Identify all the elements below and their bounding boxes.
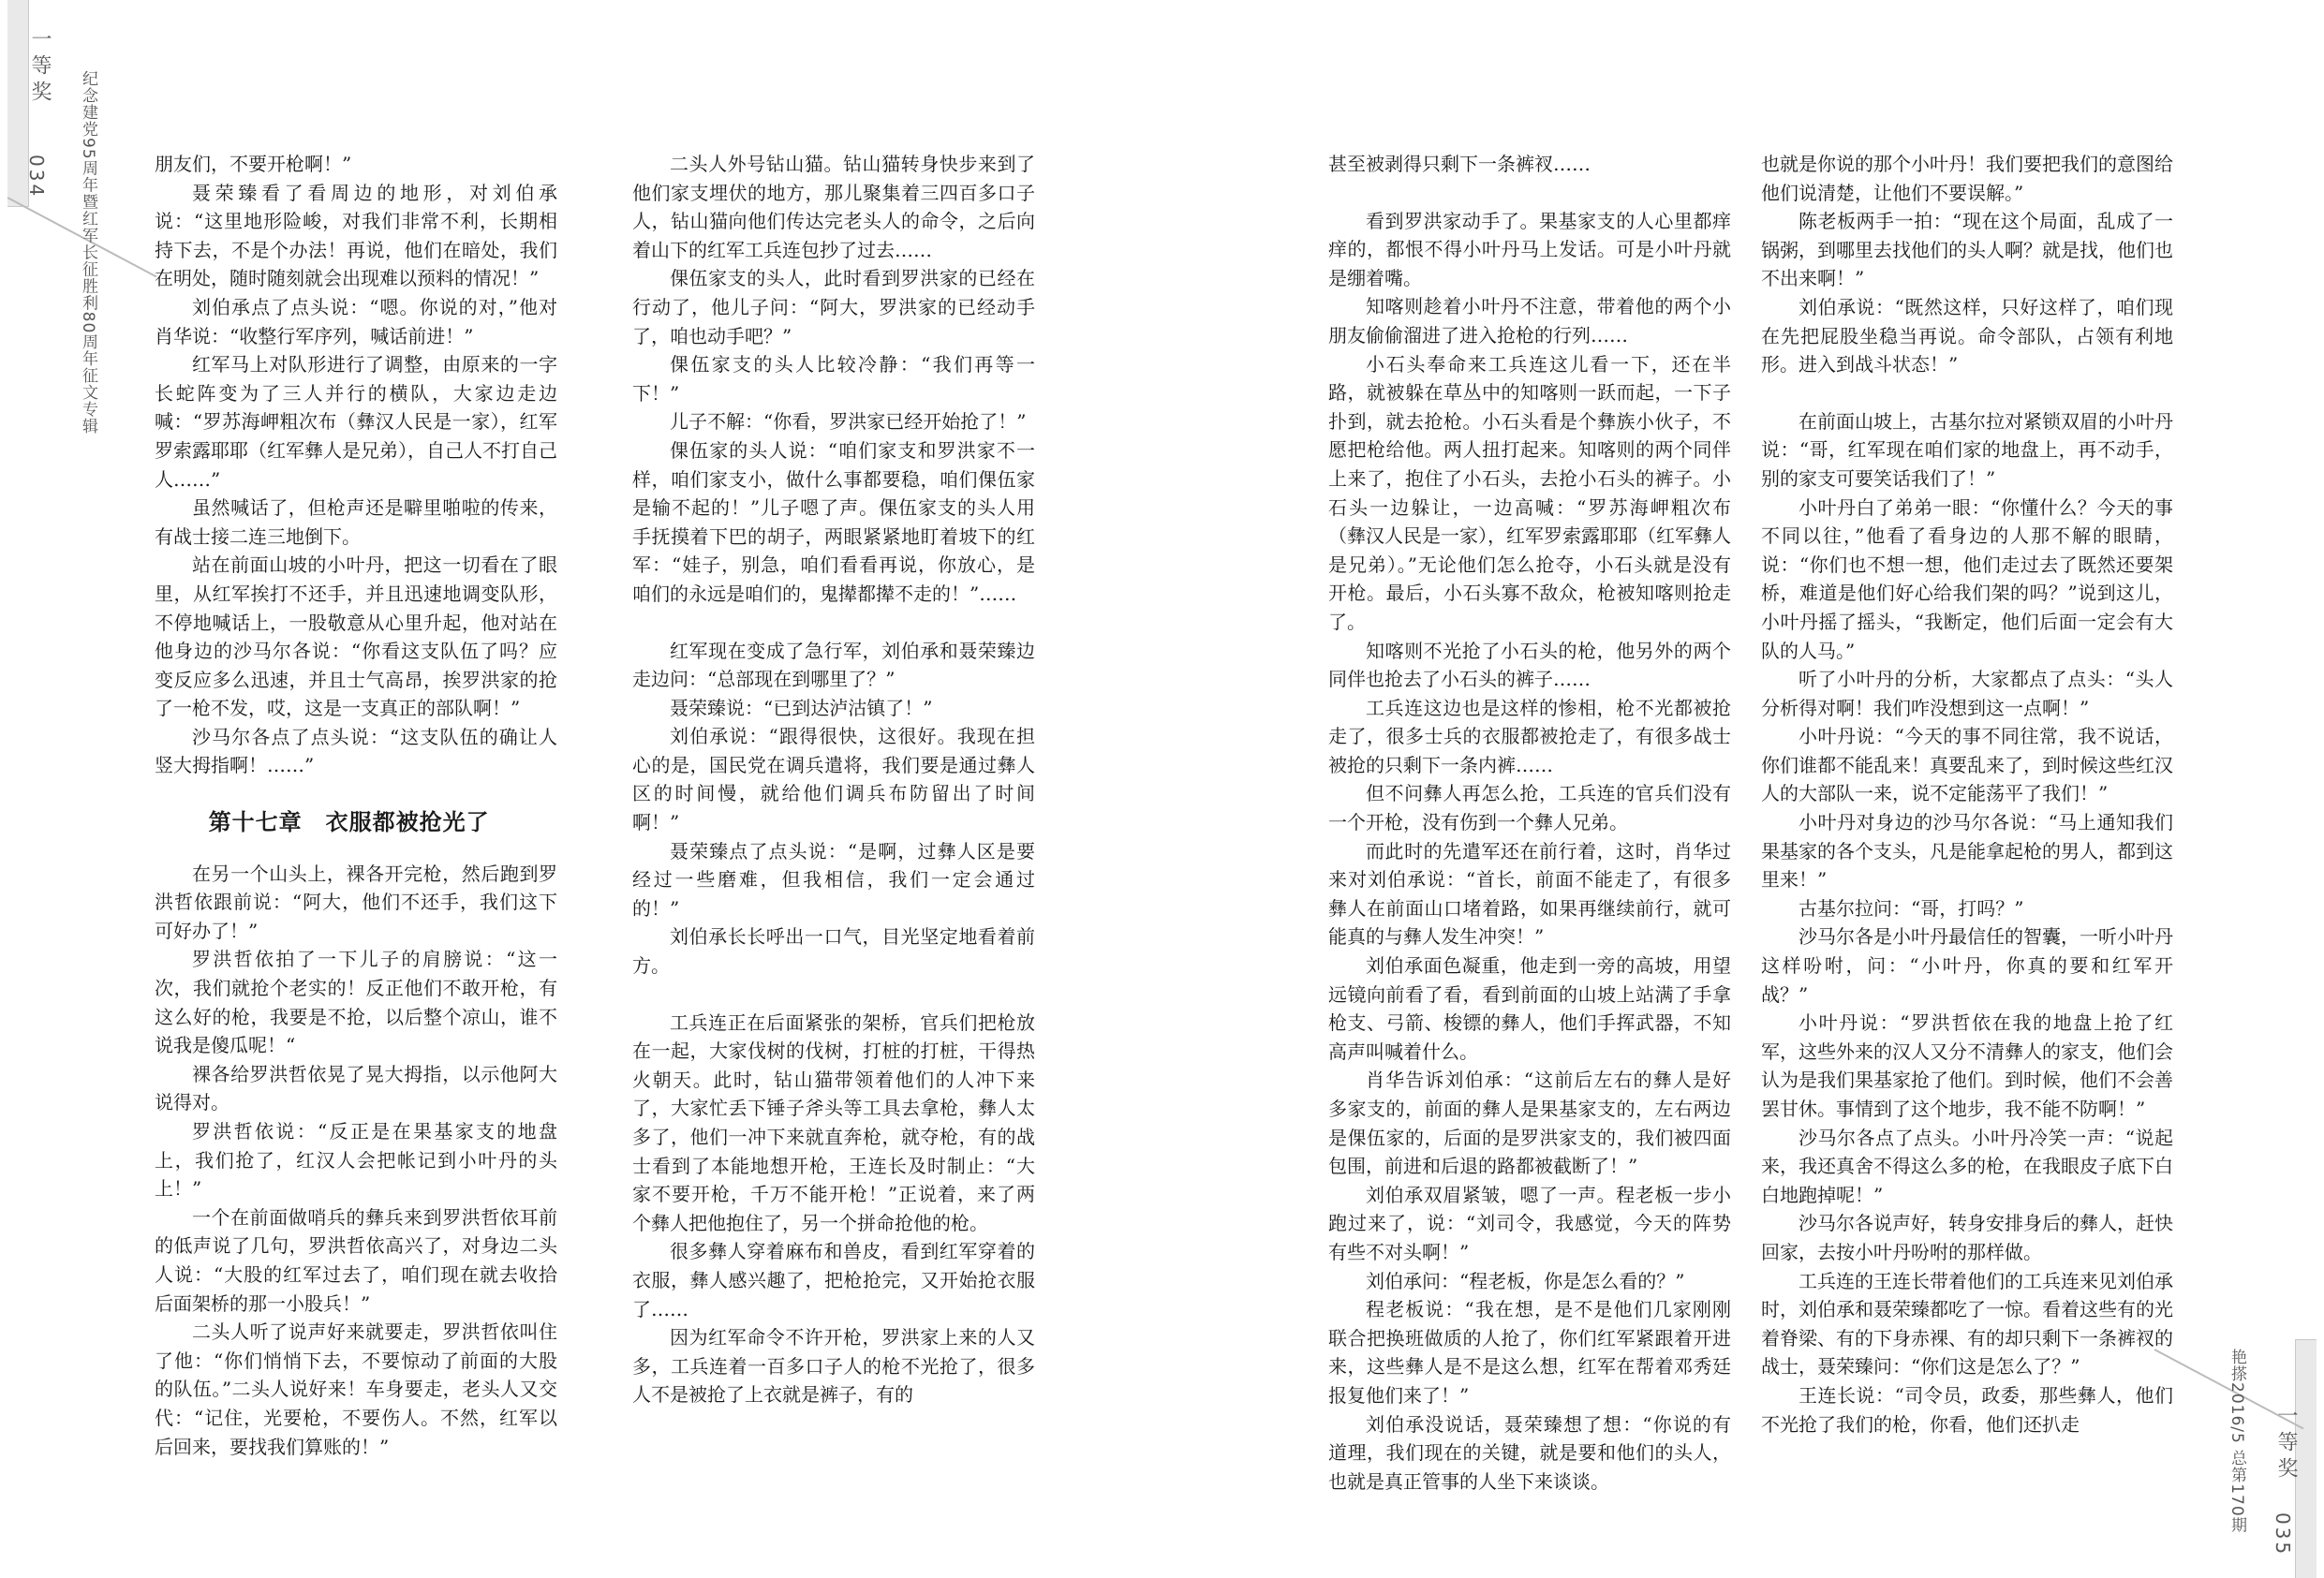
paragraph: 刘伯承长长呼出一口气，目光坚定地看着前方。: [632, 925, 1035, 978]
paragraph: 倮伍家的头人说：“咱们家支和罗洪家不一样，咱们家支小，做什么事都要稳，咱们倮伍家是输不起的！”儿子嗯了声。倮伍家支的头人用手抚摸着下巴的胡子，两眼紧紧地盯着坡下的红军：“娃子，别急，咱们看看再说，你放心，是咱们的永远是咱们的，鬼撵都撵不走的！”……: [632, 438, 1035, 605]
paragraph: 刘伯承点了点头说：“嗯。你说的对，”他对肖华说：“收整行军序列，喊话前进！”: [155, 295, 557, 347]
paragraph: 沙马尔各是小叶丹最信任的智囊，一听小叶丹这样吩咐，问：“小叶丹，你真的要和红军开战？”: [1761, 925, 2173, 1006]
paragraph: 罗洪哲依拍了一下儿子的肩膀说：“这一次，我们就抢个老实的！反正他们不敢开枪，有这么好的枪，我要是不抢，以后整个凉山，谁不说我是傻瓜呢！“: [155, 948, 557, 1057]
paragraph: 沙马尔各说声好，转身安排身后的彝人，赶快回家，去按小叶丹吩咐的那样做。: [1761, 1212, 2173, 1263]
paragraph: 知喀则不光抢了小石头的枪，他另外的两个同伴也抢去了小石头的裤子……: [1328, 639, 1731, 691]
paragraph: 而此时的先遣军还在前行着，这时，肖华过来对刘伯承说：“首长，前面不能走了，有很多彝人在前面山口堵着路，如果再继续前行，就可能真的与彝人发生冲突！”: [1328, 839, 1731, 949]
paragraph: 罗洪哲依说：“反正是在果基家支的地盘上，我们抢了，红汉人会把帐记到小叶丹的头上！”: [155, 1120, 557, 1201]
paragraph: 红军现在变成了急行军，刘伯承和聂荣臻边走边问：“总部现在到哪里了？”: [632, 639, 1035, 691]
paragraph: 但不问彝人再怎么抢，工兵连的官兵们没有一个开枪，没有伤到一个彝人兄弟。: [1328, 782, 1731, 834]
paragraph: 小石头奉命来工兵连这儿看一下，还在半路，就被躲在草丛中的知喀则一跃而起，一下子扑到，就去抢枪。小石头看是个彝族小伙子，不愿把枪给他。两人扭打起来。知喀则的两个同伴上来了，抱住了小石头，去抢小石头的裤子。小石头一边躲让，一边高喊：“罗苏海岬粗次布（彝汉人民是一家），红军罗索露耶耶（红军彝人是兄弟）。”无论他们怎么抢夺，小石头就是没有开枪。最后，小石头寡不敌众，枪被知喀则抢走了。: [1328, 352, 1731, 633]
paragraph: 小叶丹白了弟弟一眼：“你懂什么？今天的事不同以往，”他看了看身边的人那不解的眼睛，说：“你们也不想一想，他们走过去了既然还要架桥，难道是他们好心给我们架的吗？”说到这儿，小叶丹摇了摇头，“我断定，他们后面一定会有大队的人马。”: [1761, 495, 2173, 662]
text-column-3: [1328, 150, 1731, 1526]
paragraph: 朋友们，不要开枪啊！”: [155, 153, 352, 175]
paragraph: 很多彝人穿着麻布和兽皮，看到红军穿着的衣服，彝人感兴趣了，把枪抢完，又开始抢衣服了……: [632, 1240, 1035, 1320]
paragraph: 工兵连的王连长带着他们的工兵连来见刘伯承时，刘伯承和聂荣臻都吃了一惊。看着这些有的光着脊梁、有的下身赤裸、有的却只剩下一条裤衩的战士，聂荣臻问：“你们这是怎么了？”: [1761, 1269, 2173, 1379]
section-gap: [1328, 179, 1731, 207]
paragraph: 刘伯承双眉紧皱，嗯了一声。程老板一步小跑过来了，说：“刘司令，我感觉，今天的阵势有些不对头啊！”: [1328, 1183, 1731, 1263]
paragraph: 在前面山坡上，古基尔拉对紧锁双眉的小叶丹说：“哥，红军现在咱们家的地盘上，再不动手，别的家支可要笑话我们了！”: [1761, 409, 2173, 490]
paragraph: 也就是你说的那个小叶丹！我们要把我们的意图给他们说清楚，让他们不要误解。”: [1761, 153, 2173, 204]
paragraph: 二头人外号钻山猫。钻山猫转身快步来到了他们家支埋伏的地方，那儿聚集着三四百多口子人，钻山猫向他们传达完老头人的命令，之后向着山下的红军工兵连包抄了过去……: [632, 153, 1035, 261]
paragraph: 陈老板两手一拍：“现在这个局面，乱成了一锅粥，到哪里去找他们的头人啊？就是找，他们也不出来啊！”: [1761, 210, 2173, 290]
paragraph: 小叶丹对身边的沙马尔各说：“马上通知我们果基家的各个支头，凡是能拿起枪的男人，都到这里来！”: [1761, 811, 2173, 892]
paragraph: 聂荣臻点了点头说：“是啊，过彝人区是要经过一些磨难，但我相信，我们一定会通过的！”: [632, 839, 1035, 920]
paragraph: 一个在前面做哨兵的彝兵来到罗洪哲依耳前的低声说了几句，罗洪哲依高兴了，对身边二头人说：“大股的红军过去了，咱们现在就去收拾后面架桥的那一小股兵！”: [155, 1205, 557, 1315]
paragraph: 刘伯承面色凝重，他走到一旁的高坡，用望远镜向前看了看，看到前面的山坡上站满了手拿枪支、弓箭、梭镖的彝人，他们手挥武器，不知高声叫喊着什么。: [1328, 954, 1731, 1063]
paragraph: 小叶丹说：“罗洪哲依在我的地盘上抢了红军，这些外来的汉人又分不清彝人的家支，他们会认为是我们果基家抢了他们。到时候，他们不会善罢甘休。事情到了这个地步，我不能不防啊！”: [1761, 1011, 2173, 1120]
paragraph: 聂荣臻看了看周边的地形，对刘伯承说：“这里地形险峻，对我们非常不利，长期相持下去，不是个办法！再说，他们在暗处，我们在明处，随时随刻就会出现难以预料的情况！”: [155, 181, 557, 290]
paragraph: 儿子不解：“你看，罗洪家已经开始抢了！”: [670, 410, 1027, 434]
paragraph: 古基尔拉问：“哥，打吗？”: [1799, 896, 2024, 920]
paragraph: 裸各给罗洪哲依晃了晃大拇指，以示他阿大说得对。: [155, 1062, 557, 1114]
paragraph: 工兵连正在后面紧张的架桥，官兵们把枪放在一起，大家伐树的伐树，打桩的打桩，干得热火朝天。此时，钻山猫带领着他们的人冲下来了，大家忙丢下锤子斧头等工具去拿枪，彝人太多了，他们一冲下来就直奔枪，就夺枪，有的战士看到了本能地想开枪，王连长及时制止：“大家不要开枪，千万不能开枪！”正说着，来了两个彝人把他抱住了，另一个拼命抢他的枪。: [632, 1010, 1035, 1234]
section-gap: [632, 609, 1035, 637]
paragraph: 在另一个山头上，裸各开完枪，然后跑到罗洪哲依跟前说：“阿大，他们不还手，我们这下可好办了！”: [155, 862, 557, 942]
section-gap: [1761, 379, 2173, 407]
paragraph: 因为红军命令不许开枪，罗洪家上来的人又多，工兵连着一百多口子人的枪不光抢了，很多人不是被抢了上衣就是裤子，有的: [632, 1326, 1035, 1407]
paragraph: 甚至被剥得只剩下一条裤衩……: [1328, 153, 1591, 175]
paragraph: 刘伯承没说话，聂荣臻想了想：“你说的有道理，我们现在的关键，就是要和他们的头人，也就是真正管事的人坐下来谈谈。: [1328, 1412, 1731, 1493]
paragraph: 听了小叶丹的分析，大家都点了点头：“头人分析得对啊！我们咋没想到这一点啊！”: [1761, 668, 2173, 719]
paragraph: 聂荣臻说：“已到达泸沽镇了！”: [670, 696, 933, 719]
paragraph: 虽然喊话了，但枪声还是噼里啪啦的传来，有战士接二连三地倒下。: [155, 496, 557, 548]
paragraph: 刘伯承说：“跟得很快，这很好。我现在担心的是，国民党在调兵遣将，我们要是通过彝人区的时间慢，就给他们调兵布防留出了时间啊！”: [632, 725, 1035, 834]
paragraph: 看到罗洪家动手了。果基家支的人心里都痒痒的，都恨不得小叶丹马上发话。可是小叶丹就是绷着嘴。: [1328, 209, 1731, 289]
issue-label: 艳搽2016/5 总第170期: [2228, 1349, 2246, 1534]
paragraph: 红军马上对队形进行了调整，由原来的一字长蛇阵变为了三人并行的横队，大家边走边喊：“罗苏海岬粗次布（彝汉人民是一家），红军罗索露耶耶（红军彝人是兄弟），自己人不打自己人……”: [155, 353, 557, 491]
paragraph: 王连长说：“司令员，政委，那些彝人，他们不光抢了我们的枪，你看，他们还扒走: [1761, 1383, 2173, 1436]
paragraph: 知喀则趁着小叶丹不注意，带着他的两个小朋友偷偷溜进了进入抢枪的行列……: [1328, 295, 1731, 347]
chapter-title: 第十七章 衣服都被抢光了: [208, 809, 490, 836]
award-label-right: 一等奖: [2274, 1405, 2298, 1483]
paragraph: 程老板说：“我在想，是不是他们几家刚刚联合把换班做质的人抢了，你们红军紧跟着开进来，这些彝人是不是这么想，红军在帮着邓秀廷报复他们来了！”: [1328, 1298, 1731, 1407]
paragraph: 小叶丹说：“今天的事不同往常，我不说话，你们谁都不能乱来！真要乱来了，到时候这些红汉人的大部队一来，说不定能荡平了我们！”: [1761, 725, 2173, 805]
section-gap: [632, 981, 1035, 1009]
paragraph: 倮伍家支的头人，此时看到罗洪家的已经在行动了，他儿子问：“阿大，罗洪家的已经动手了，咱也动手吧？”: [632, 267, 1035, 347]
text-column-2: [632, 150, 1035, 1526]
paragraph: 倮伍家支的头人比较冷静：“我们再等一下！”: [632, 353, 1035, 405]
paragraph: 二头人听了说声好来就要走，罗洪哲依叫住了他：“你们悄悄下去，不要惊动了前面的大股的队伍。”二头人说好来！车身要走，老头人又交代：“记住，光要枪，不要伤人。不然，红军以后回来，要找我们算账的！”: [155, 1320, 557, 1458]
special-issue-label: 纪念建党95周年暨红军长征胜利80周年征文专辑: [79, 70, 97, 435]
paragraph: 沙马尔各点了点头说：“这支队伍的确让人竖大拇指啊！……”: [155, 725, 557, 777]
paragraph: 沙马尔各点了点头。小叶丹冷笑一声：“说起来，我还真舍不得这么多的枪，在我眼皮子底下白白地跑掉呢！”: [1761, 1126, 2173, 1206]
text-column-1: [155, 150, 557, 1526]
paragraph: 站在前面山坡的小叶丹，把这一切看在了眼里，从红军挨打不还手，并且迅速地调变队形，不停地喊话上，一股敬意从心里升起，他对站在他身边的沙马尔各说：“你看这支队伍了吗？应变反应多么迅速，并且士气高昂，挨罗洪家的抢了一枪不发，哎，这是一支真正的部队啊！”: [155, 553, 557, 720]
paragraph: 刘伯承问：“程老板，你是怎么看的？”: [1366, 1269, 1685, 1292]
paragraph: 工兵连这边也是这样的惨相，枪不光都被抢走了，很多士兵的衣服都被抢走了，有很多战士被抢的只剩下一条内裤……: [1328, 696, 1731, 776]
paragraph: 肖华告诉刘伯承：“这前后左右的彝人是好多家支的，前面的彝人是果基家支的，左右两边是倮伍家的，后面的是罗洪家支的，我们被四面包围，前进和后退的路都被截断了！”: [1328, 1069, 1731, 1178]
text-column-4: [1761, 150, 2173, 1526]
page-number-right: 035: [2272, 1512, 2294, 1557]
page-number-left: 034: [25, 155, 48, 199]
paragraph: 刘伯承说：“既然这样，只好这样了，咱们现在先把屁股坐稳当再说。命令部队，占领有利地形。进入到战斗状态！”: [1761, 295, 2173, 376]
award-label-left: 一等奖: [28, 28, 52, 107]
